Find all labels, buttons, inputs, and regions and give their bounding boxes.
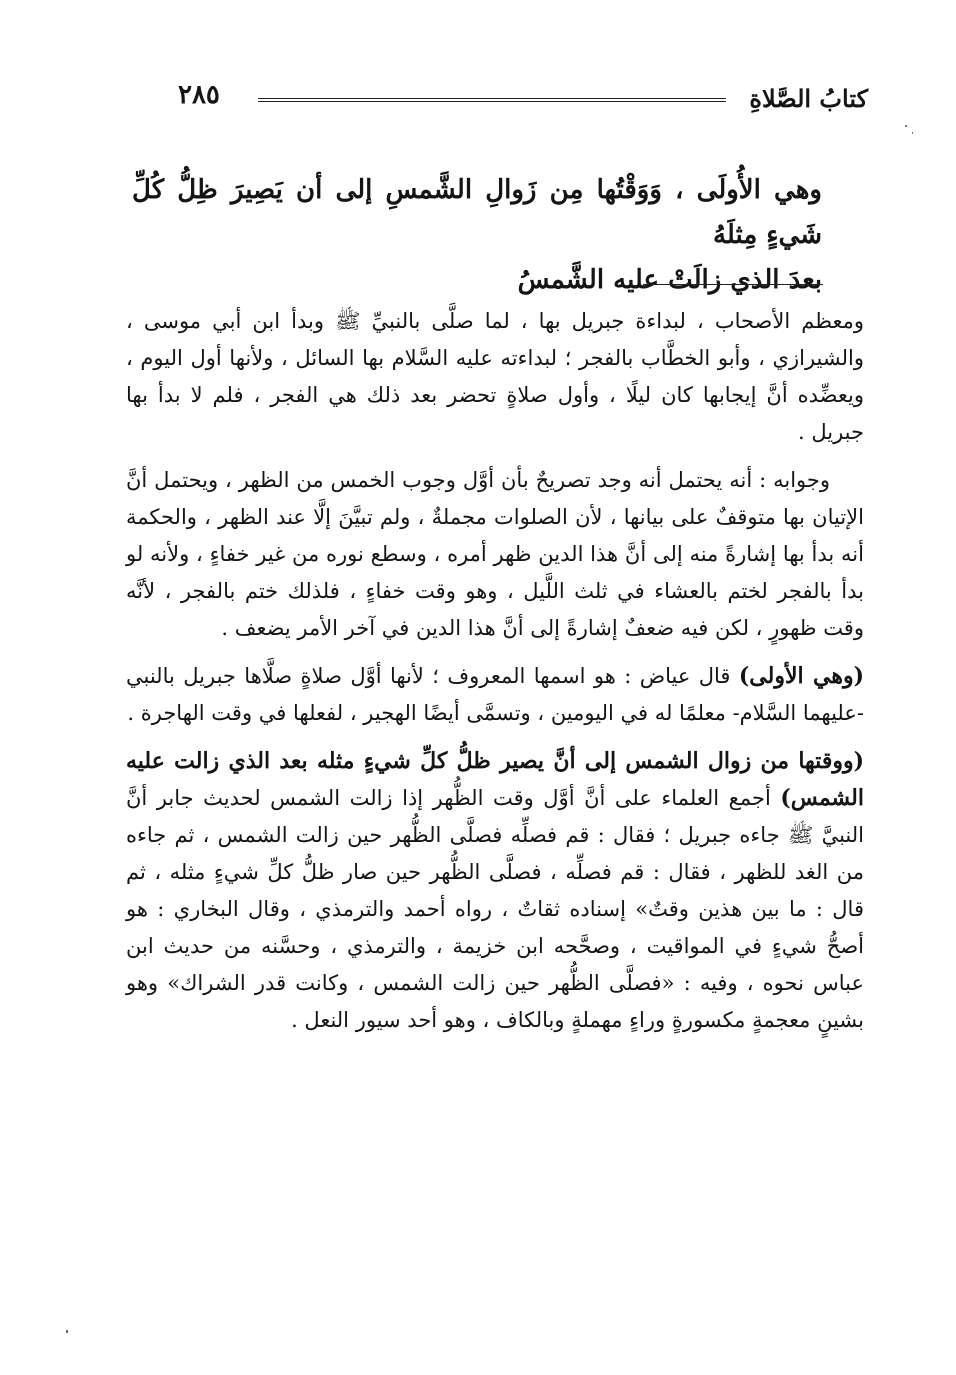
quoted-matn-phrase: (وهي الأولى) xyxy=(738,663,864,689)
commentary-paragraph-2: وجوابه : أنه يحتمل أنه وجد تصريحٌ بأن أوَّل وجوب الخمس من الظهر ، ويحتمل أنَّ الإتيان بها متوقفٌ على بيانها ، لأن الصلوات مجملةٌ ، ولم تبيَّنَ إلَّا عند الظهر ، والحكمة أنه بدأ بها إشارةً منه إلى أنَّ هذا الدين ظهر أمره ، وسطع نوره من غير خفاءٍ ، ولأنه لو بدأ بالفجر لختم بالعشاء في ثلث اللَّيل ، وهو وقت خفاءٍ ، فلذلك ختم بالفجر ، لأنَّه وقت ظهورٍ ، لكن فيه ضعفٌ إشارةً إلى أنَّ هذا الدين في آخر الأمر يضعف . xyxy=(126,468,864,640)
commentary-paragraph-1: ومعظم الأصحاب ، لبداءة جبريل بها ، لما صلَّى بالنبيِّ ﷺ وبدأ ابن أبي موسى ، والشيرازي ، وأبو الخطَّاب بالفجر ؛ لبداءته عليه السَّلام بها السائل ، ولأنها أول اليوم ، ويعضِّده أنَّ إيجابها كان ليلًا ، وأول صلاةٍ تحضر بعد ذلك هي الفجر ، فلم لا بدأ بها جبريل . xyxy=(126,309,864,444)
matn-line-2: بعدَ الذي زالَتْ عليه الشَّمسُ xyxy=(517,265,822,295)
page-number: ٢٨٥ xyxy=(178,80,220,110)
commentary-paragraph-3 xyxy=(126,658,864,732)
running-header xyxy=(0,78,956,118)
commentary-paragraph-4 xyxy=(126,743,864,1039)
commentary-sharh xyxy=(126,303,864,1050)
paragraph-3-text: قال عياض : هو اسمها المعروف ؛ لأنها أوَّل صلاةٍ صلَّاها جبريل بالنبي -عليهما السَّلام- معلمًا له في اليومين ، وتسمَّى أيضًا الهجير ، لفعلها في وقت الهاجرة . xyxy=(126,664,864,725)
quoted-matn-phrase: (ووقتها من زوال الشمس إلى أنَّ يصير ظلُّ كلِّ شيءٍ مثله بعد الذي زالت عليه الشمس) xyxy=(126,748,864,811)
scan-speck xyxy=(905,125,907,127)
book-title: كتابُ الصَّلاةِ xyxy=(749,84,868,113)
scan-speck xyxy=(66,1330,68,1333)
matn-line-1: وهي الأُولَى ، وَوَقْتُها مِن زَوالِ الشَّمسِ إلى أن يَصِيرَ ظِلُّ كُلِّ شَيءٍ مِثلَهُ xyxy=(132,175,822,250)
paragraph-4-text: أجمع العلماء على أنَّ أوَّل وقت الظُّهر إذا زالت الشمس لحديث جابر أنَّ النبيَّ ﷺ جاءه جبريل ؛ فقال : قم فصلِّه فصلَّى الظُّهر حين زالت الشمس ، ثم جاءه من الغد للظهر ، فقال : قم فصلِّه ، فصلَّى الظُّهر حين صار ظلُّ كلِّ شيءٍ مثله ، ثم قال : ما بين هذين وقتٌ» إسناده ثقاتٌ ، رواه أحمد والترمذي ، وقال البخاري : هو أصحُّ شيءٍ في المواقيت ، وصحَّحه ابن خزيمة ، والترمذي ، وحسَّنه من حديث ابن عباس نحوه ، وفيه : «فصلَّى الظُّهر حين زالت الشمس ، وكانت قدر الشراك» وهو بشينٍ معجمةٍ مكسورةٍ وراءٍ مهملةٍ وبالكاف ، وهو أحد سيور النعل . xyxy=(126,786,864,1032)
header-rule xyxy=(258,98,726,102)
scan-speck xyxy=(912,132,913,134)
separator-rule xyxy=(643,284,823,285)
main-text-matn xyxy=(132,168,822,303)
